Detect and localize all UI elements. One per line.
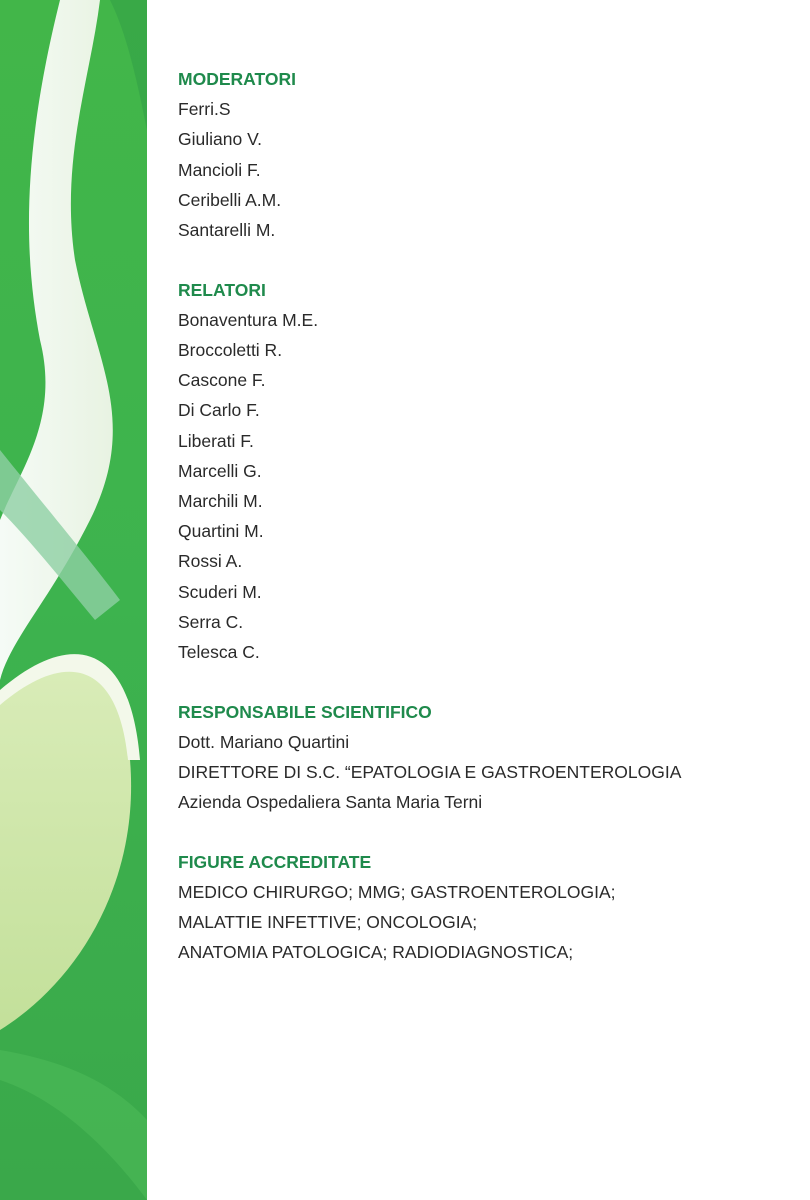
accredited-figures-line: MALATTIE INFETTIVE; ONCOLOGIA;: [178, 912, 478, 933]
moderator-name: Giuliano V.: [178, 129, 262, 150]
responsabile-institution: Azienda Ospedaliera Santa Maria Terni: [178, 792, 483, 813]
speaker-name: Liberati F.: [178, 430, 254, 451]
speaker-name: Marcelli G.: [178, 460, 262, 481]
speaker-name: Marchili M.: [178, 490, 263, 511]
speaker-name: Telesca C.: [178, 641, 260, 662]
section-heading: FIGURE ACCREDITATE: [178, 851, 372, 872]
section-heading: RESPONSABILE SCIENTIFICO: [178, 701, 432, 722]
speaker-name: Rossi A.: [178, 551, 243, 572]
section-heading: RELATORI: [178, 279, 266, 300]
section-heading: MODERATORI: [178, 69, 296, 89]
speaker-name: Serra C.: [178, 611, 244, 632]
responsabile-role: DIRETTORE DI S.C. “EPATOLOGIA E GASTROENTEROLOGIA: [178, 761, 682, 782]
speaker-name: Quartini M.: [178, 521, 264, 542]
moderator-name: Ferri.S: [178, 99, 231, 120]
speaker-name: Broccoletti R.: [178, 340, 283, 360]
section-moderatori: [178, 64, 798, 245]
moderator-name: Santarelli M.: [178, 219, 276, 240]
responsabile-name: Dott. Mariano Quartini: [178, 731, 350, 752]
speaker-name: Bonaventura M.E.: [178, 309, 319, 330]
moderator-name: Mancioli F.: [178, 159, 261, 180]
speaker-name: Cascone F.: [178, 370, 266, 391]
section-responsabile-scientifico: [178, 697, 798, 818]
accredited-figures-line: MEDICO CHIRURGO; MMG; GASTROENTEROLOGIA;: [178, 882, 616, 902]
accredited-figures-line: ANATOMIA PATOLOGICA; RADIODIAGNOSTICA;: [178, 942, 574, 963]
speaker-name: Scuderi M.: [178, 581, 262, 602]
document-body: [178, 64, 798, 997]
moderator-name: Ceribelli A.M.: [178, 189, 282, 210]
speaker-name: Di Carlo F.: [178, 400, 260, 421]
decorative-green-band: [0, 0, 147, 1200]
section-relatori: [178, 275, 798, 667]
section-figure-accreditate: [178, 847, 798, 968]
